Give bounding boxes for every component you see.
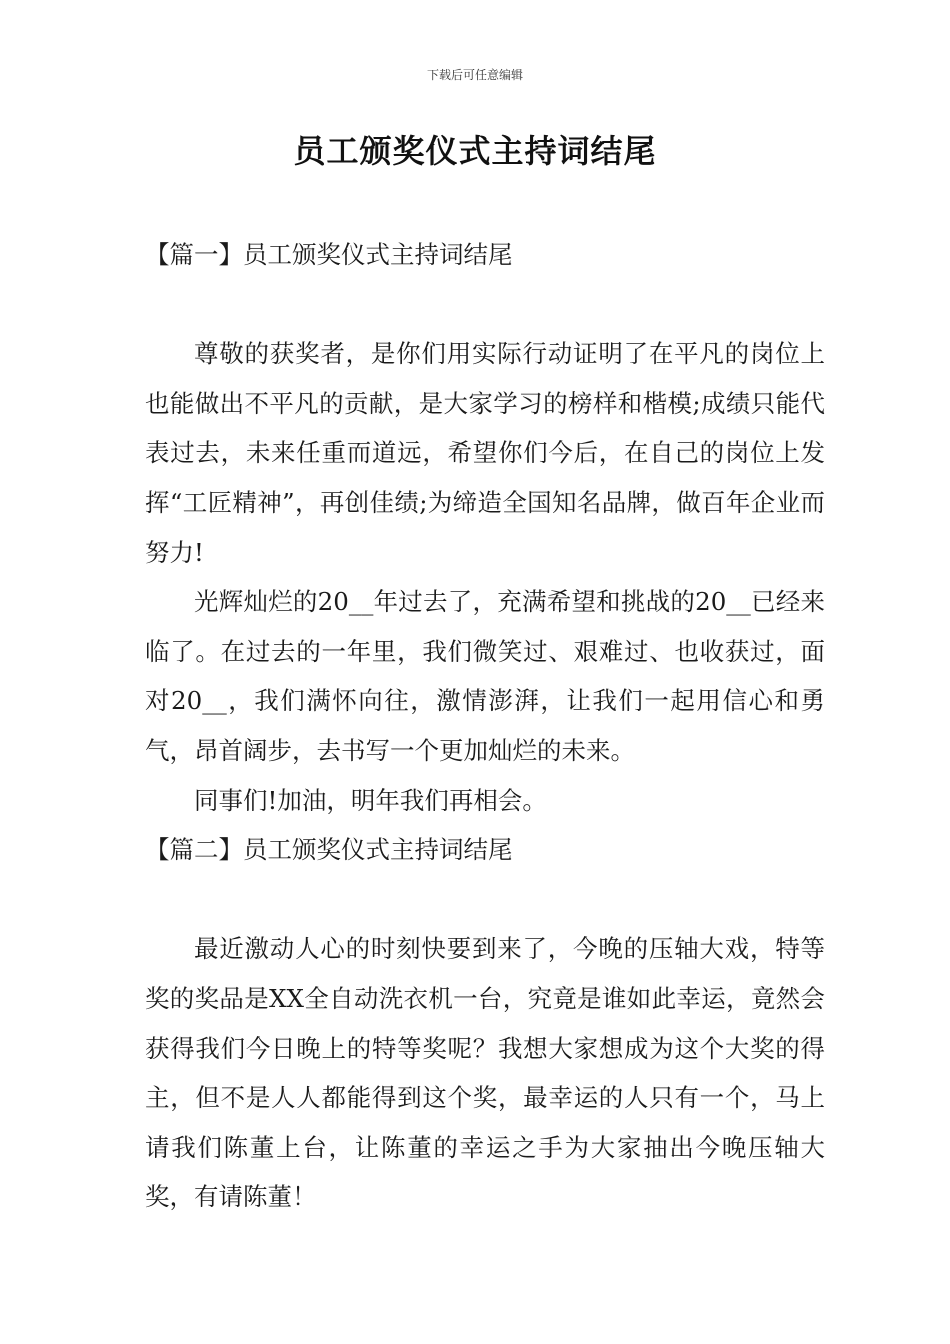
section-heading: 【篇一】员工颁奖仪式主持词结尾	[145, 240, 513, 269]
section-2	[145, 825, 825, 1222]
paragraph: 最近激动人心的时刻快要到来了，今晚的压轴大戏，特等奖的奖品是XX全自动洗衣机一台，究竟是谁如此幸运，竟然会获得我们今日晚上的特等奖呢？我想大家想成为这个大奖的得主，但不是人人都能得到这个奖，最幸运的人只有一个，马上请我们陈董上台，让陈董的幸运之手为大家抽出今晚压轴大奖，有请陈董！	[145, 934, 825, 1212]
page-title: 员工颁奖仪式主持词结尾	[293, 132, 657, 170]
section-heading: 【篇二】员工颁奖仪式主持词结尾	[145, 835, 513, 865]
paragraph: 同事们!加油，明年我们再相会。	[194, 785, 547, 815]
header-note: 下载后可任意编辑	[426, 68, 523, 82]
document-body	[145, 230, 825, 1222]
paragraph: 光辉灿烂的20__年过去了，充满希望和挑战的20__已经来临了。在过去的一年里，我们微笑过、艰难过、也收获过，面对20__，我们满怀向往，激情澎湃，让我们一起用信心和勇气，昂首阔步，去书写一个更加灿烂的未来。	[145, 587, 825, 765]
paragraph: 尊敬的获奖者，是你们用实际行动证明了在平凡的岗位上也能做出不平凡的贡献，是大家学习的榜样和楷模;成绩只能代表过去，未来任重而道远，希望你们今后，在自己的岗位上发挥“工匠精神”，再创佳绩;为缔造全国知名品牌，做百年企业而努力!	[145, 339, 825, 567]
section-1	[145, 230, 825, 825]
